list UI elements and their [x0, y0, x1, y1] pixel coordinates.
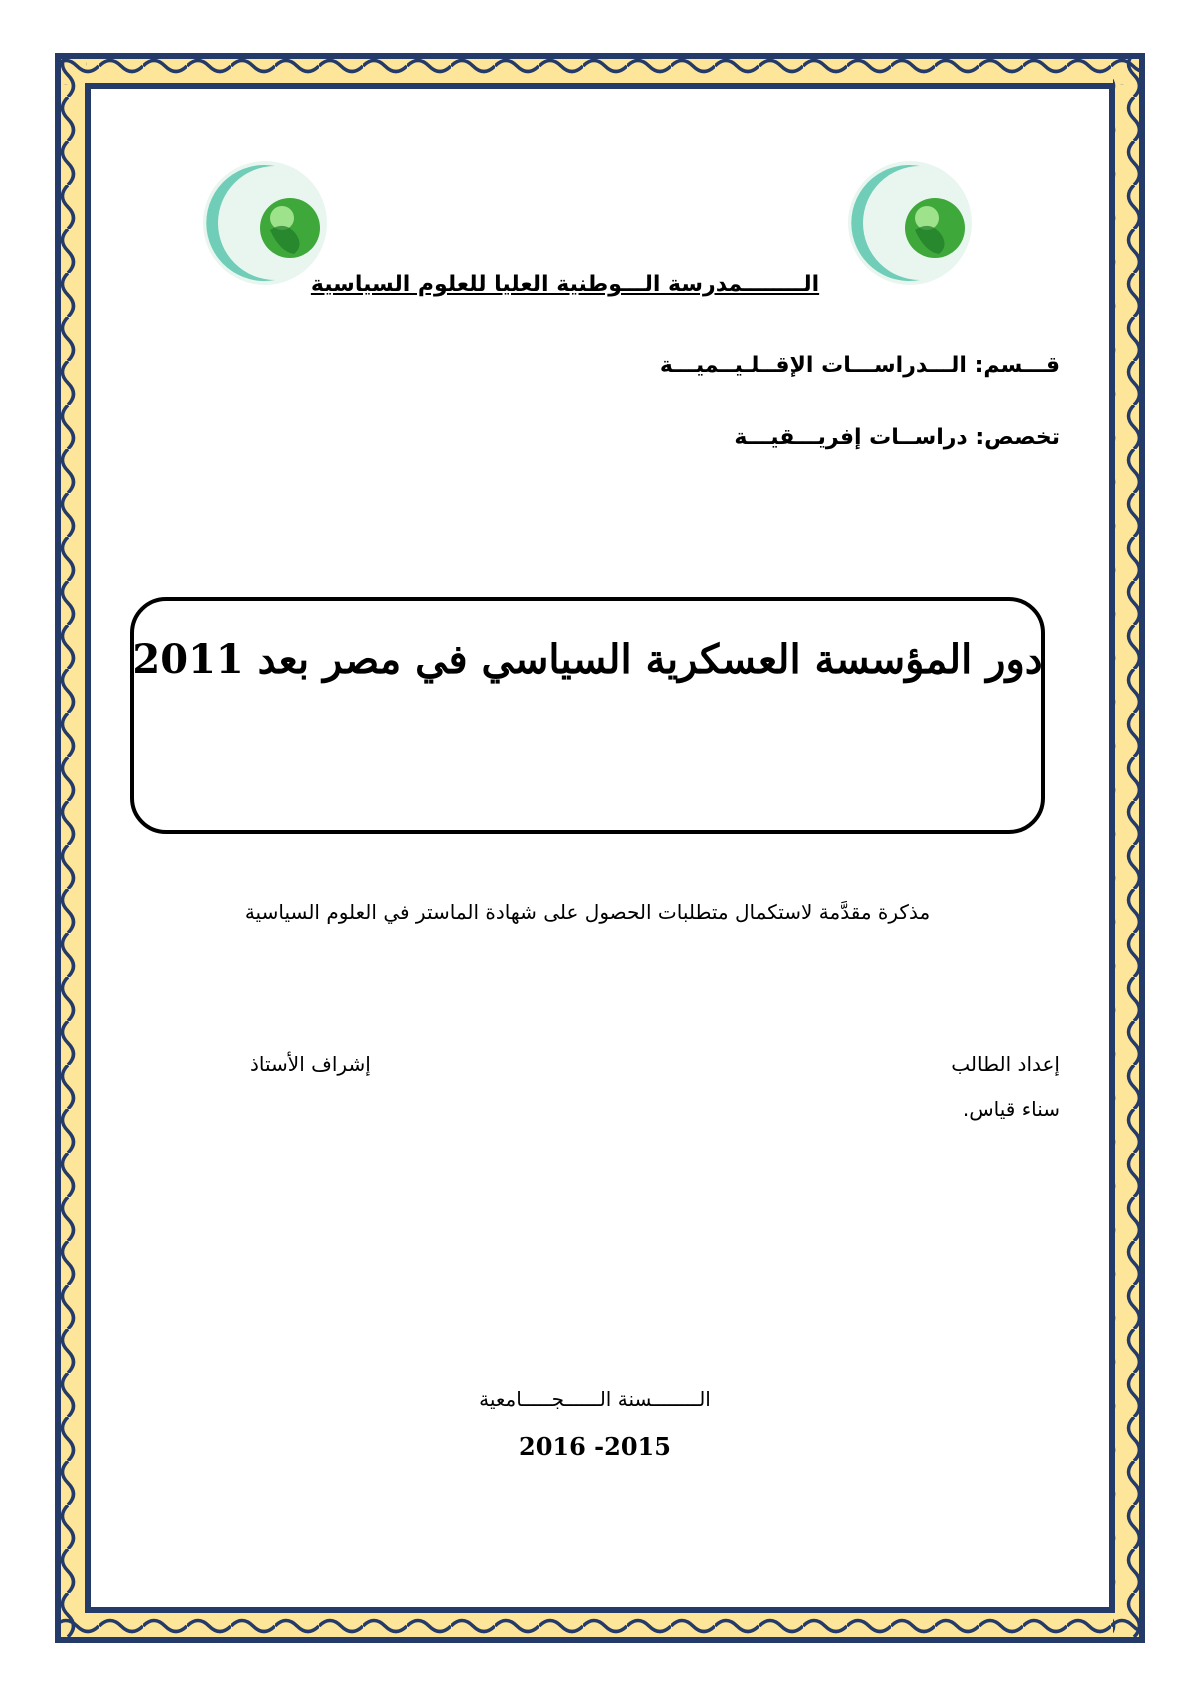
school-name: الــــــــمدرسة الـــوطنية العليا للعلوم السياسية	[310, 272, 820, 297]
department-line: قـــسم: الـــدراســـات الإقــلـيــميـــة	[659, 353, 1060, 378]
thesis-title: دور المؤسسة العسكرية السياسي في مصر بعد 2011	[132, 636, 1043, 683]
academic-years: 2016 -2015	[519, 1432, 671, 1461]
specialization-line: تخصص: دراســات إفريـــقيـــة	[734, 425, 1060, 450]
memo-statement: مذكرة مقدَّمة لاستكمال متطلبات الحصول على شهادة الماستر في العلوم السياسية	[244, 900, 931, 924]
prepared-by-label: إعداد الطالب	[951, 1052, 1060, 1076]
school-logo-right	[845, 148, 995, 298]
supervisor-label: إشراف الأستاذ	[250, 1052, 371, 1076]
academic-year-label: الــــــــسنة الــــــجـــــامعية	[479, 1387, 711, 1411]
title-box	[130, 597, 1045, 834]
student-name: سناء قياس.	[962, 1097, 1060, 1121]
